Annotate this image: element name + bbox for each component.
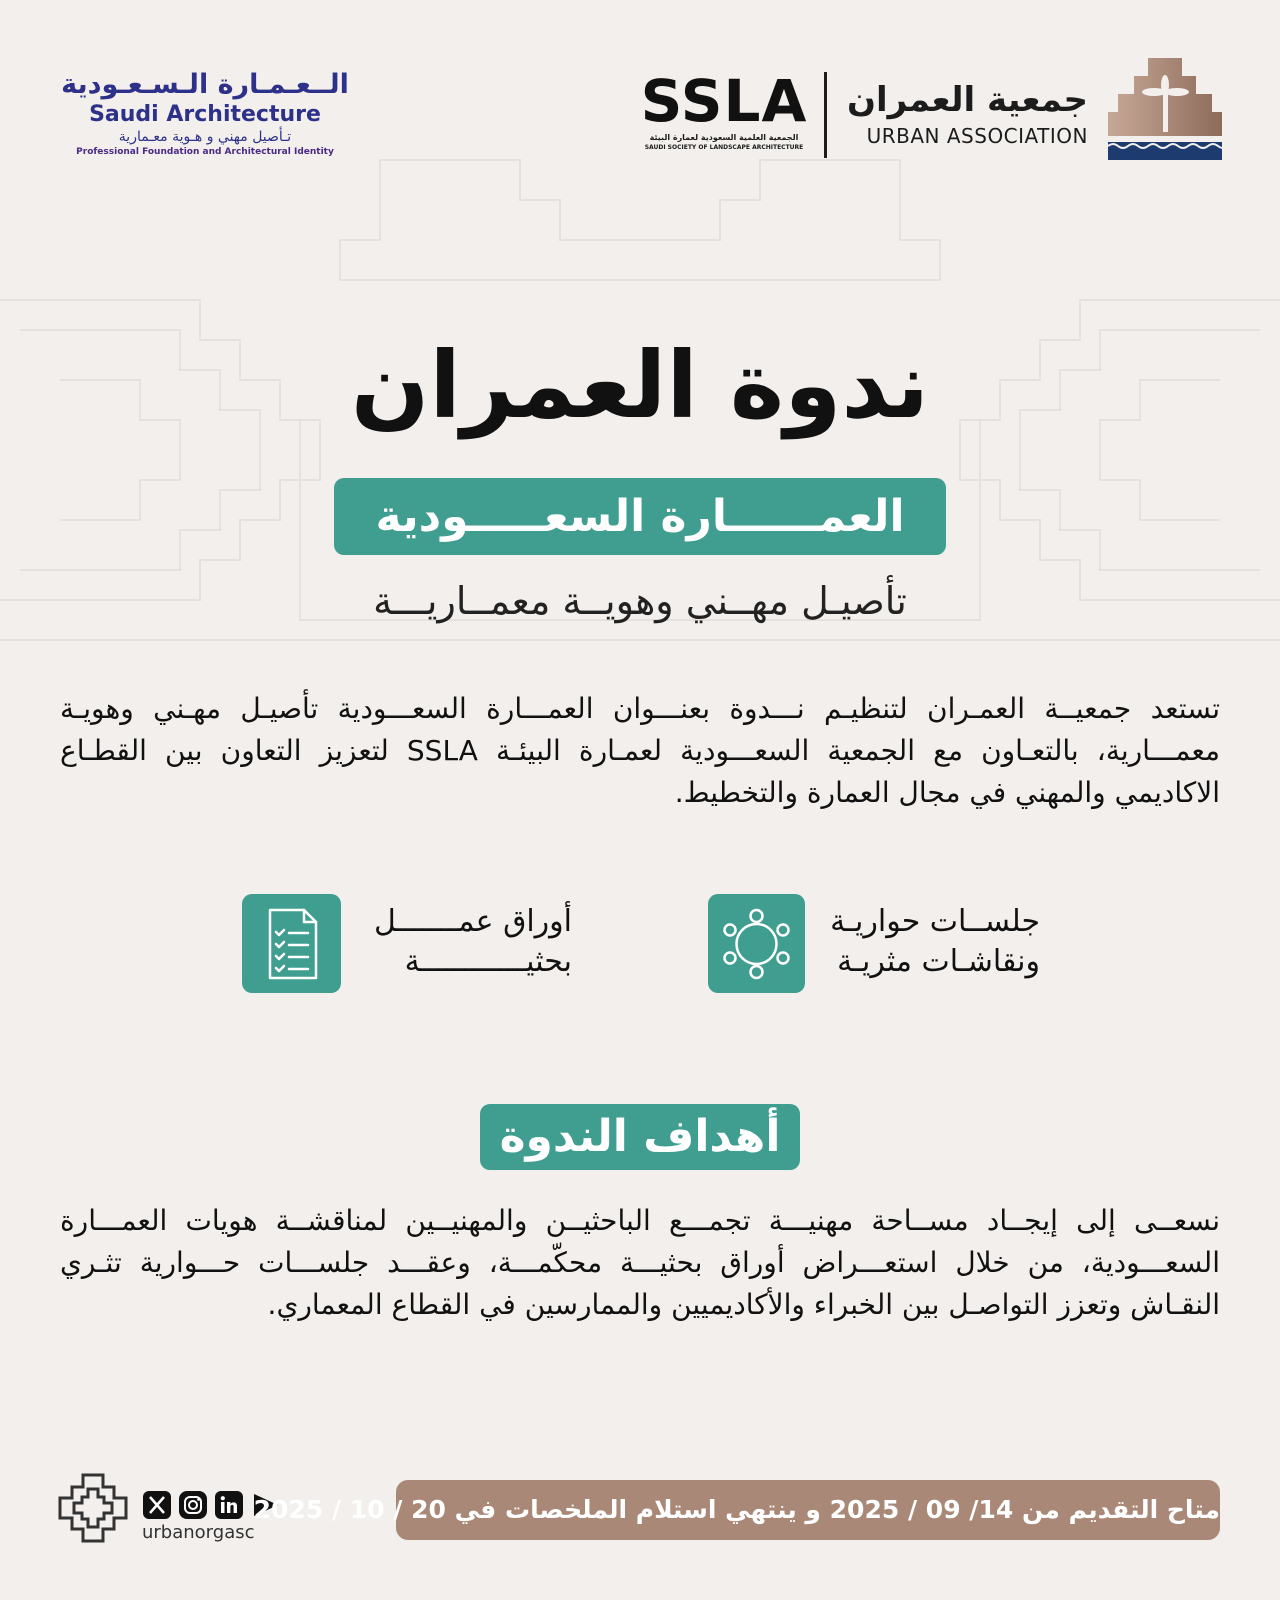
feature-papers-line1: أوراق عمـــــــل — [374, 904, 572, 939]
urban-emblem-icon — [1108, 58, 1222, 160]
feature-sessions-line2: ونقاشـات مثريـة — [837, 944, 1040, 979]
roundtable-people-icon-tile — [708, 894, 805, 993]
tagline: تأصيـل مهــني وهويــة معمــاريـــة — [373, 579, 907, 623]
feature-papers-text — [340, 902, 572, 982]
ssla-acronym: SSLA — [640, 67, 808, 135]
linkedin-icon[interactable] — [214, 1490, 244, 1520]
feature-sessions-text — [800, 902, 1040, 982]
saudi-architecture-en-subtitle: Professional Foundation and Architectural Identity — [76, 147, 334, 157]
urban-association-logo — [842, 78, 1088, 150]
ssla-ar-name: الجمعية العلمية السعودية لعمارة البيئة — [649, 133, 799, 142]
association-emblem-icon — [58, 1473, 128, 1543]
urban-association-en-name: URBAN ASSOCIATION — [866, 124, 1088, 148]
social-handle[interactable]: urbanorgasc — [142, 1522, 255, 1543]
feature-sessions-line1: جلســات حواريـة — [830, 904, 1040, 939]
document-checklist-icon — [242, 894, 341, 993]
saudi-architecture-en-title: Saudi Architecture — [89, 102, 321, 127]
roundtable-people-icon — [708, 894, 805, 993]
feature-papers-line2: بحثيــــــــــــة — [404, 944, 572, 979]
saudi-architecture-ar-title: الــعـمـارة الـسـعـودية — [61, 69, 349, 100]
goals-paragraph: نسعــى إلى إيجــاد مســاحة مهنيـــة تجمـــع الباحثيــن والمهنيــين لمناقشــة هويات العمـــارة السعـــودية، من خلال استعـــراض أوراق بحثيـــة محكّمـــة، وعقـــد جلســـات حـــوارية تثـري النقـاش وتعزز التواصـل بين الخبراء والأكاديميين والممارسين في القطاع المعماري. — [60, 1204, 1220, 1321]
x-icon[interactable] — [142, 1490, 172, 1520]
page-title: ندوة العمران — [350, 332, 930, 439]
subtitle-band: العمــــــارة السعـــــودية — [334, 478, 946, 555]
saudi-architecture-ar-subtitle: تـأصيل مهني و هـوية معـمارية — [118, 129, 292, 145]
submission-dates-pill: متاح التقديم من 14/ 09 / 2025 و ينتهي استلام الملخصات في 20 / 10 / 2025 — [396, 1480, 1220, 1540]
instagram-icon[interactable] — [178, 1490, 208, 1520]
saudi-architecture-logo — [55, 68, 355, 158]
urban-association-ar-name: جمعية العمران — [846, 80, 1088, 120]
intro-paragraph: تستعد جمعيــة العمـران لتنظيـم نـــدوة بعنـــوان العمـــارة السعـــودية تأصيـل مهـني وهويـة معمـــارية، بالتعـاون مع الجمعية السعـــودية لعمـارة البيئـة SSLA لتعزيز التعاون بين القطـاع الاكاديمي والمهني في مجال العمارة والتخطيط. — [60, 692, 1220, 809]
goals-heading: أهداف الندوة — [480, 1104, 800, 1170]
ssla-logo — [636, 67, 812, 152]
ssla-en-name: SAUDI SOCIETY OF LANDSCAPE ARCHITECTURE — [644, 144, 804, 151]
document-checklist-icon-tile — [242, 894, 341, 993]
header-divider — [824, 72, 827, 158]
